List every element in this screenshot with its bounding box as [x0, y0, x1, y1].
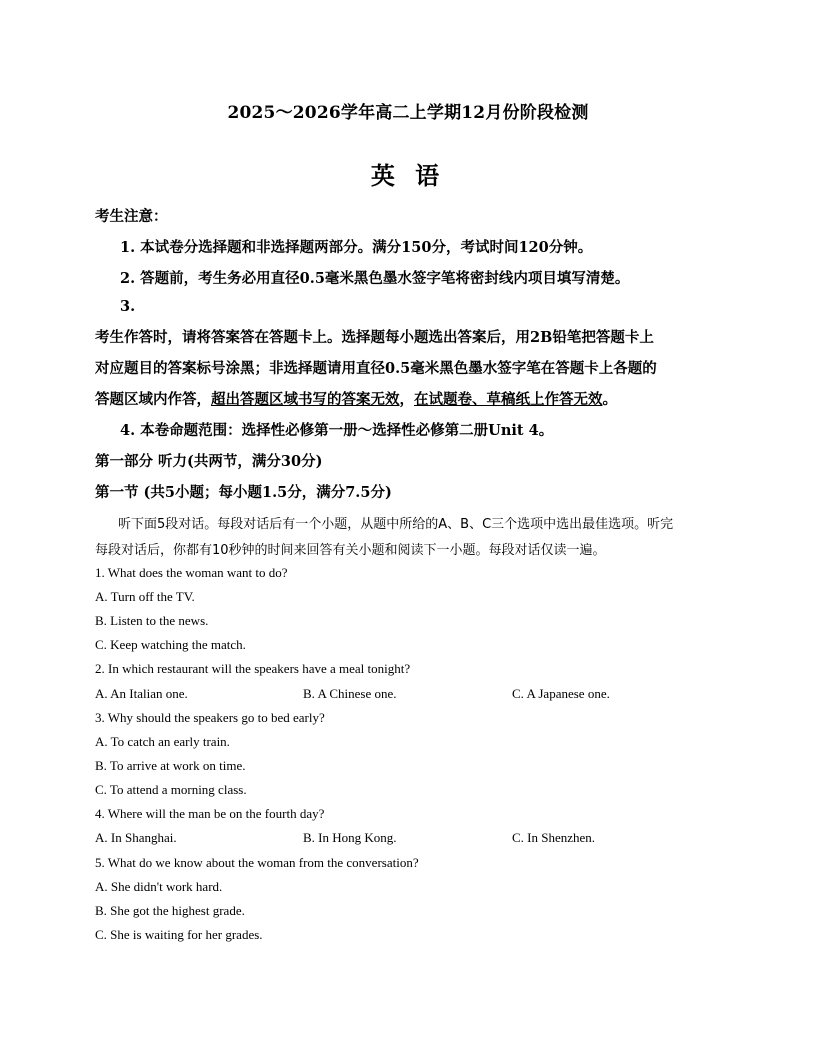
instruction-line-2: 每段对话后，你都有10秒钟的时间来回答有关小题和阅读下一小题。每段对话仅读一遍。 — [95, 543, 606, 558]
question-1-option-b: B. Listen to the news. — [95, 613, 209, 628]
subject-title: 英 语 — [370, 161, 446, 190]
question-5-option-a: A. She didn't work hard. — [95, 879, 223, 894]
notice-item-2: 2. 答题前，考生务必用直径0.5毫米黑色墨水签字笔将密封线内项目填写清楚。 — [120, 270, 630, 287]
notice-item-3-line-3 — [95, 388, 617, 409]
notice-item-3-comma: ， — [399, 391, 414, 408]
question-3-option-b: B. To arrive at work on time. — [95, 758, 246, 773]
question-4-stem: 4. Where will the man be on the fourth day? — [95, 806, 325, 821]
question-5-option-b: B. She got the highest grade. — [95, 903, 245, 918]
notice-item-3-line-1: 考生作答时，请将答案答在答题卡上。选择题每小题选出答案后，用2B铅笔把答题卡上 — [95, 329, 654, 346]
notice-item-3-number: 3. — [120, 298, 136, 315]
notice-item-3-underlined-2: 在试题卷、草稿纸上作答无效 — [414, 391, 603, 408]
instruction-line-1: 听下面5段对话。每段对话后有一个小题，从题中所给的A、B、C三个选项中选出最佳选项。听完 — [118, 517, 674, 532]
section-1-heading: 第一节 (共5小题；每小题1.5分，满分7.5分) — [95, 484, 392, 501]
question-5-option-c: C. She is waiting for her grades. — [95, 927, 263, 942]
question-2-option-b: B. A Chinese one. — [303, 686, 397, 701]
notice-item-3-period: 。 — [602, 391, 617, 408]
question-1-option-a: A. Turn off the TV. — [95, 589, 195, 604]
question-5-stem: 5. What do we know about the woman from the conversation? — [95, 855, 419, 870]
question-2-stem: 2. In which restaurant will the speakers have a meal tonight? — [95, 661, 411, 676]
question-3-stem: 3. Why should the speakers go to bed early? — [95, 710, 325, 725]
question-2-option-c: C. A Japanese one. — [512, 686, 610, 701]
exam-title: 2025～2026学年高二上学期12月份阶段检测 — [227, 103, 589, 123]
notice-item-1: 1. 本试卷分选择题和非选择题两部分。满分150分，考试时间120分钟。 — [120, 239, 593, 256]
question-1-stem: 1. What does the woman want to do? — [95, 565, 288, 580]
question-4-option-c: C. In Shenzhen. — [512, 830, 596, 845]
part-1-heading: 第一部分 听力(共两节，满分30分) — [95, 453, 323, 470]
notice-item-4: 4. 本卷命题范围：选择性必修第一册～选择性必修第二册Unit 4。 — [120, 422, 554, 439]
notice-item-3-line-2: 对应题目的答案标号涂黑；非选择题请用直径0.5毫米黑色墨水签字笔在答题卡上各题的 — [95, 360, 657, 377]
question-1-option-c: C. Keep watching the match. — [95, 637, 246, 652]
question-3-option-a: A. To catch an early train. — [95, 734, 230, 749]
question-2-option-a: A. An Italian one. — [95, 686, 188, 701]
question-3-option-c: C. To attend a morning class. — [95, 782, 247, 797]
question-4-option-a: A. In Shanghai. — [95, 830, 177, 845]
notice-heading: 考生注意： — [95, 208, 168, 225]
notice-item-3-text: 答题区域内作答， — [95, 391, 211, 408]
notice-item-3-underlined-1: 超出答题区域书写的答案无效 — [211, 391, 400, 408]
question-4-option-b: B. In Hong Kong. — [303, 830, 397, 845]
